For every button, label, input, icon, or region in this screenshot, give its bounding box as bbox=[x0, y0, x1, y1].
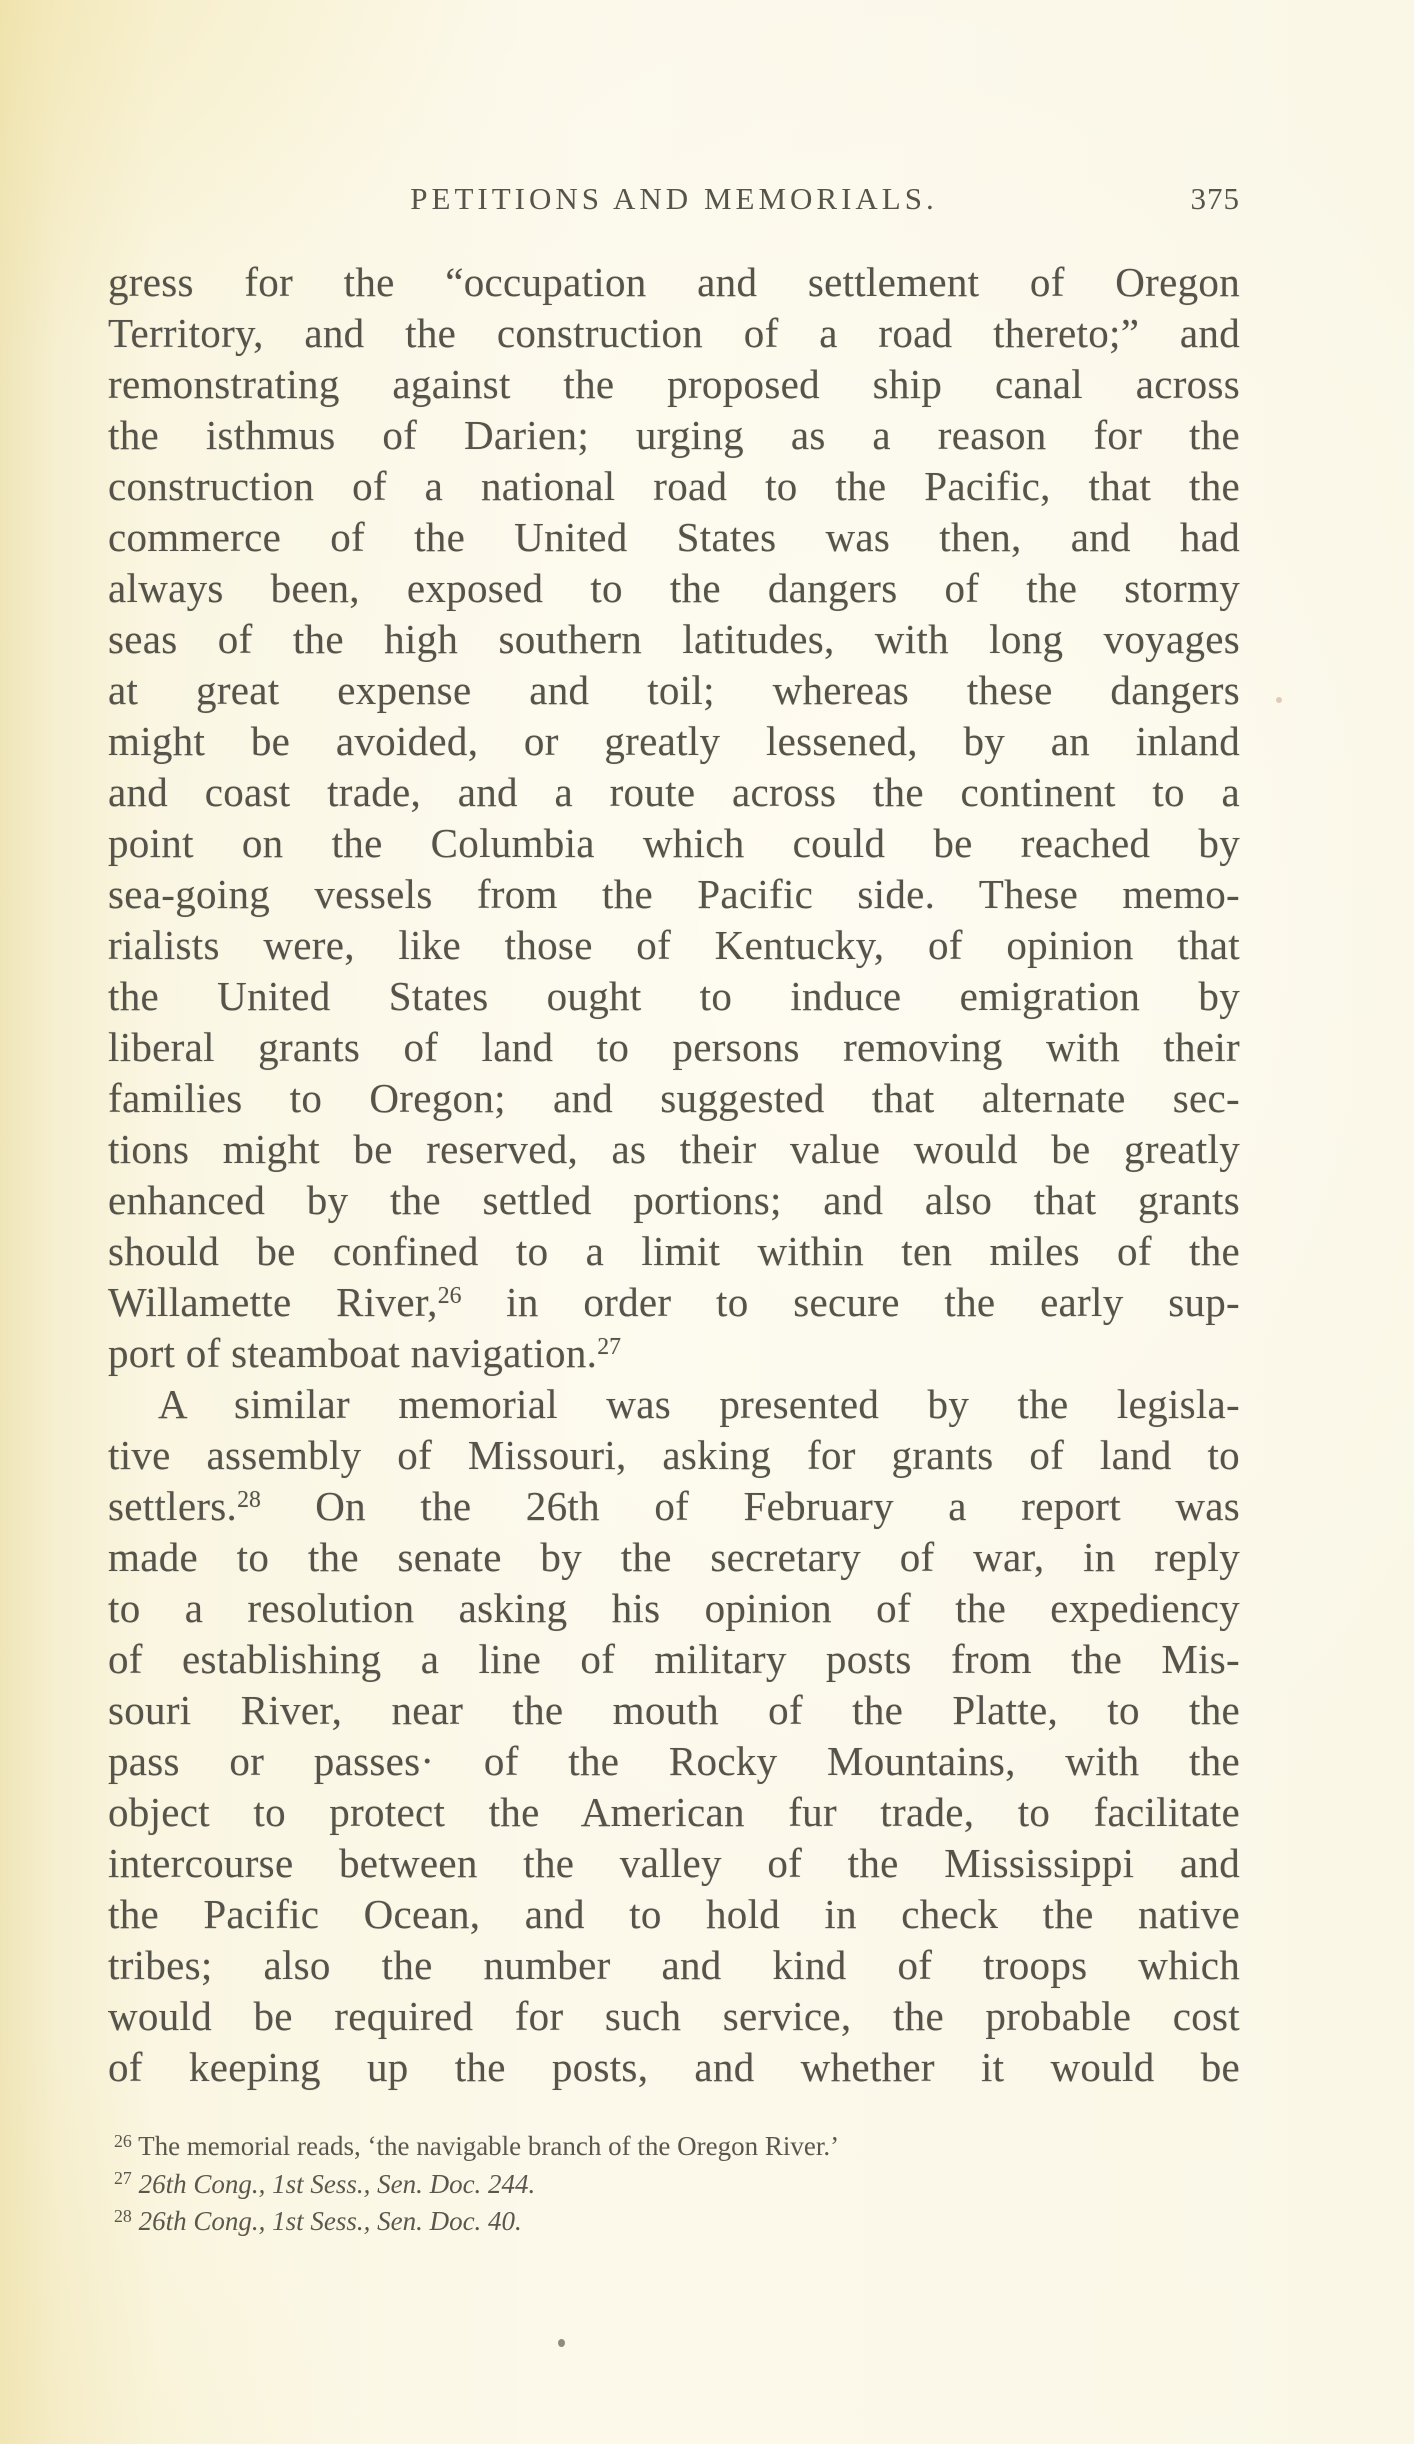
text-line: port of steamboat navigation.$^{27}$ bbox=[108, 1330, 621, 1376]
footnote-marker: 26 bbox=[114, 2130, 132, 2151]
text-line: tions might be reserved, as their value would be greatly bbox=[108, 1126, 1240, 1172]
text-line: the Pacific Ocean, and to hold in check the native bbox=[108, 1891, 1240, 1937]
text-line: sea-going vessels from the Pacific side. These memo- bbox=[108, 871, 1240, 917]
footnote bbox=[114, 2128, 1244, 2166]
paper-speck bbox=[1276, 697, 1282, 703]
text-line: tive assembly of Missouri, asking for grants of land to bbox=[108, 1432, 1240, 1478]
text-line: to a resolution asking his opinion of the expediency bbox=[108, 1585, 1240, 1631]
running-head bbox=[108, 181, 1240, 221]
text-line: remonstrating against the proposed ship canal across bbox=[108, 361, 1240, 407]
footnote-text: 26th Cong., 1st Sess., Sen. Doc. 40. bbox=[138, 2206, 522, 2236]
footnote-marker: 28 bbox=[114, 2205, 132, 2226]
text-line: point on the Columbia which could be reached by bbox=[108, 820, 1240, 866]
text-line: Territory, and the construction of a road thereto;” and bbox=[108, 310, 1240, 356]
text-line: of establishing a line of military posts from the Mis- bbox=[108, 1636, 1240, 1682]
text-line: intercourse between the valley of the Mississippi and bbox=[108, 1840, 1240, 1886]
text-line: the United States ought to induce emigration by bbox=[108, 973, 1240, 1019]
footnote bbox=[114, 2166, 1244, 2204]
text-line: tribes; also the number and kind of troops which bbox=[108, 1942, 1240, 1988]
text-line: of keeping up the posts, and whether it would be bbox=[108, 2044, 1240, 2090]
text-line: A similar memorial was presented by the legisla- bbox=[158, 1381, 1240, 1427]
footnote bbox=[114, 2203, 1244, 2241]
footnote-text: 26th Cong., 1st Sess., Sen. Doc. 244. bbox=[138, 2168, 536, 2199]
paper-speck bbox=[558, 2339, 565, 2347]
text-line: made to the senate by the secretary of war, in reply bbox=[108, 1534, 1240, 1580]
footnote-marker: 27 bbox=[114, 2168, 132, 2189]
text-line: liberal grants of land to persons removing with their bbox=[108, 1024, 1240, 1070]
text-line: Willamette River,$^{26}$ in order to secure the early sup- bbox=[108, 1279, 1240, 1325]
running-title: PETITIONS AND MEMORIALS. bbox=[410, 181, 938, 216]
text-line: gress for the “occupation and settlement of Oregon bbox=[108, 259, 1240, 305]
text-line: pass or passes· of the Rocky Mountains, with the bbox=[108, 1738, 1240, 1784]
text-line: souri River, near the mouth of the Platte, to the bbox=[108, 1687, 1240, 1733]
page-number: 375 bbox=[1190, 181, 1240, 216]
footnotes bbox=[114, 2128, 1244, 2241]
text-line: would be required for such service, the probable cost bbox=[108, 1993, 1240, 2039]
text-line: at great expense and toil; whereas these dangers bbox=[108, 667, 1240, 713]
text-line: construction of a national road to the Pacific, that the bbox=[108, 463, 1240, 509]
text-line: families to Oregon; and suggested that alternate sec- bbox=[108, 1075, 1240, 1121]
text-line: enhanced by the settled portions; and also that grants bbox=[108, 1177, 1240, 1223]
footnote-text: The memorial reads, ‘the navigable branch of the Oregon River.’ bbox=[138, 2131, 840, 2161]
text-line: the isthmus of Darien; urging as a reason for the bbox=[108, 412, 1240, 458]
body-text bbox=[108, 257, 1240, 2093]
text-line: and coast trade, and a route across the continent to a bbox=[108, 769, 1240, 815]
text-line: settlers.$^{28}$ On the 26th of February a report was bbox=[108, 1483, 1240, 1529]
text-line: commerce of the United States was then, and had bbox=[108, 514, 1240, 560]
text-line: object to protect the American fur trade, to facilitate bbox=[108, 1789, 1240, 1835]
text-line: should be confined to a limit within ten miles of the bbox=[108, 1228, 1240, 1274]
text-line: always been, exposed to the dangers of the stormy bbox=[108, 565, 1240, 611]
text-line: seas of the high southern latitudes, with long voyages bbox=[108, 616, 1240, 662]
text-line: might be avoided, or greatly lessened, by an inland bbox=[108, 718, 1240, 764]
text-line: rialists were, like those of Kentucky, of opinion that bbox=[108, 922, 1240, 968]
